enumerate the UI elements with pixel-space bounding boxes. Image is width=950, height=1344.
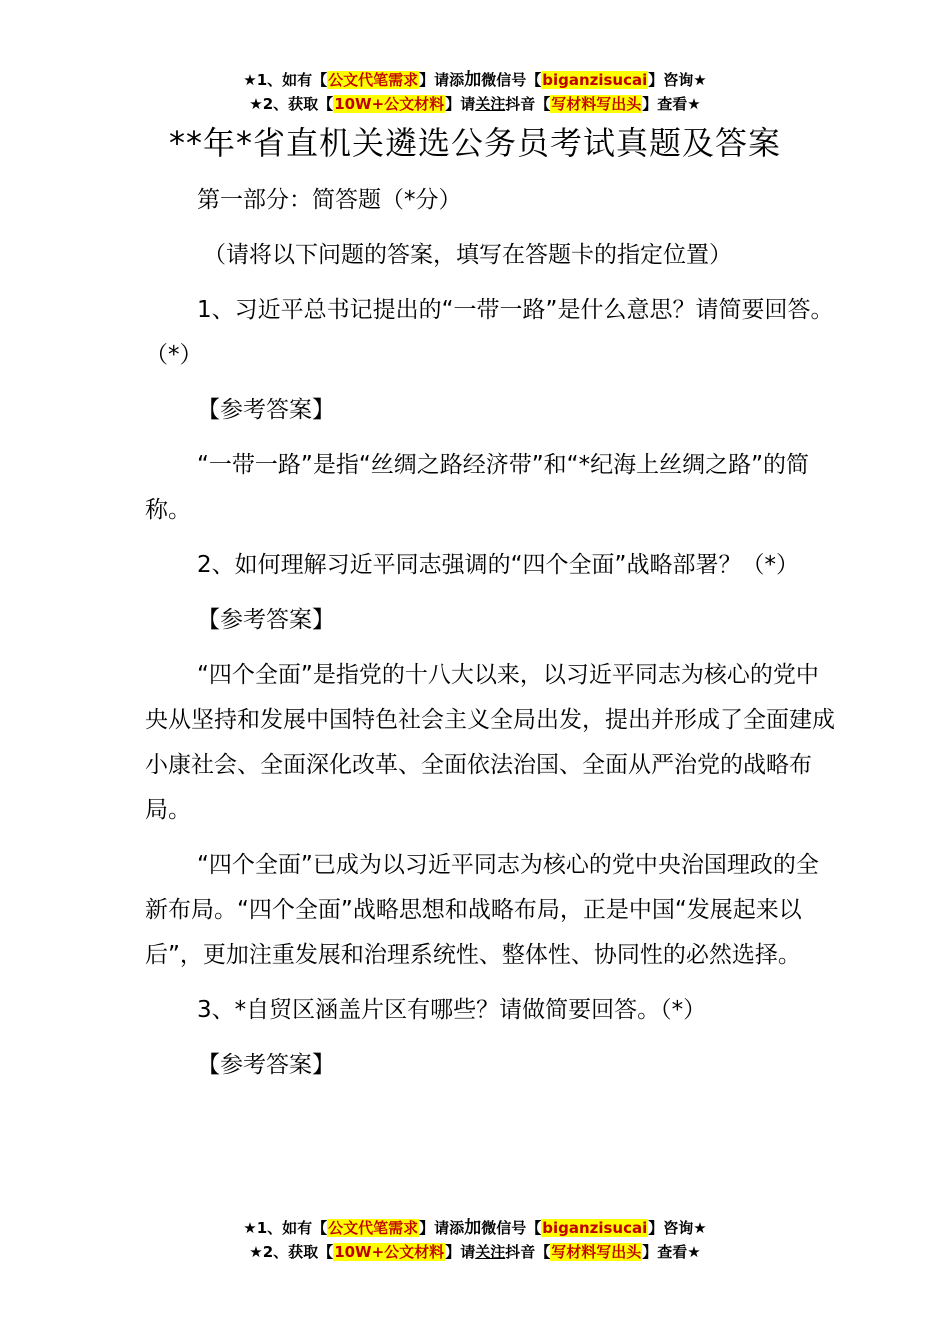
document-body: [145, 178, 835, 1098]
question-2: 2、如何理解习近平同志强调的“四个全面”战略部署？（*）: [197, 552, 799, 578]
promo-emphasis: 加: [464, 70, 482, 90]
promo-highlight-wechat-id: biganzisucai: [542, 71, 648, 89]
promo-text: ★2、获取【: [249, 95, 334, 113]
promo-text: 】咨询★: [648, 1219, 707, 1237]
promo-line-2: [0, 1240, 950, 1264]
promo-line-2: [0, 92, 950, 116]
promo-highlight: 公文代笔需求: [328, 1219, 419, 1237]
promo-text: 】请: [445, 95, 476, 113]
promo-text: ★2、获取【: [249, 1243, 334, 1261]
promo-text: 】请: [445, 1243, 476, 1261]
answer-label: 【参考答案】: [197, 1052, 335, 1078]
answer-paragraph: “四个全面”是指党的十八大以来，以习近平同志为核心的党中央从坚持和发展中国特色社会主义全局出发，提出并形成了全面建成小康社会、全面深化改革、全面依法治国、全面从严治党的战略布局。: [145, 662, 835, 823]
promo-text: 】请添: [419, 1219, 465, 1237]
promo-line-1: [0, 68, 950, 92]
promo-text: 】咨询★: [648, 71, 707, 89]
document-title: **年*省直机关遴选公务员考试真题及答案: [168, 124, 781, 162]
section-heading: 第一部分：简答题（*分）: [197, 187, 462, 213]
promo-highlight-wechat-id: biganzisucai: [542, 1219, 648, 1237]
promo-highlight: 公文代笔需求: [328, 71, 419, 89]
promo-text: 】查看★: [642, 1243, 701, 1261]
promo-highlight-douyin: 写材料写出头: [551, 1243, 642, 1261]
promo-text: 微信号【: [481, 71, 542, 89]
answer-label: 【参考答案】: [197, 397, 335, 423]
promo-text: 抖音【: [505, 1243, 551, 1261]
promo-highlight-douyin: 写材料写出头: [551, 95, 642, 113]
answer-paragraph: “四个全面”已成为以习近平同志为核心的党中央治国理政的全新布局。“四个全面”战略思想和战略布局，正是中国“发展起来以后”，更加注重发展和治理系统性、整体性、协同性的必然选择。: [145, 852, 819, 968]
promo-highlight: 10W+公文材料: [334, 95, 445, 113]
answer-paragraph: “一带一路”是指“丝绸之路经济带”和“*纪海上丝绸之路”的简称。: [145, 452, 809, 523]
promo-line-1: [0, 1216, 950, 1240]
promo-emphasis: 关注: [475, 1243, 506, 1261]
instruction-text: （请将以下问题的答案，填写在答题卡的指定位置）: [203, 242, 732, 268]
question-1: 1、习近平总书记提出的“一带一路”是什么意思？请简要回答。（*）: [145, 297, 834, 368]
top-promo-banner: [0, 68, 950, 116]
promo-text: ★1、如有【: [243, 1219, 328, 1237]
promo-highlight: 10W+公文材料: [334, 1243, 445, 1261]
question-3: 3、*自贸区涵盖片区有哪些？请做简要回答。（*）: [197, 997, 707, 1023]
promo-text: 微信号【: [481, 1219, 542, 1237]
promo-emphasis: 加: [464, 1218, 482, 1238]
bottom-promo-banner: [0, 1216, 950, 1264]
promo-text: ★1、如有【: [243, 71, 328, 89]
promo-text: 抖音【: [505, 95, 551, 113]
answer-label: 【参考答案】: [197, 607, 335, 633]
promo-text: 】请添: [419, 71, 465, 89]
promo-emphasis: 关注: [475, 95, 506, 113]
promo-text: 】查看★: [642, 95, 701, 113]
